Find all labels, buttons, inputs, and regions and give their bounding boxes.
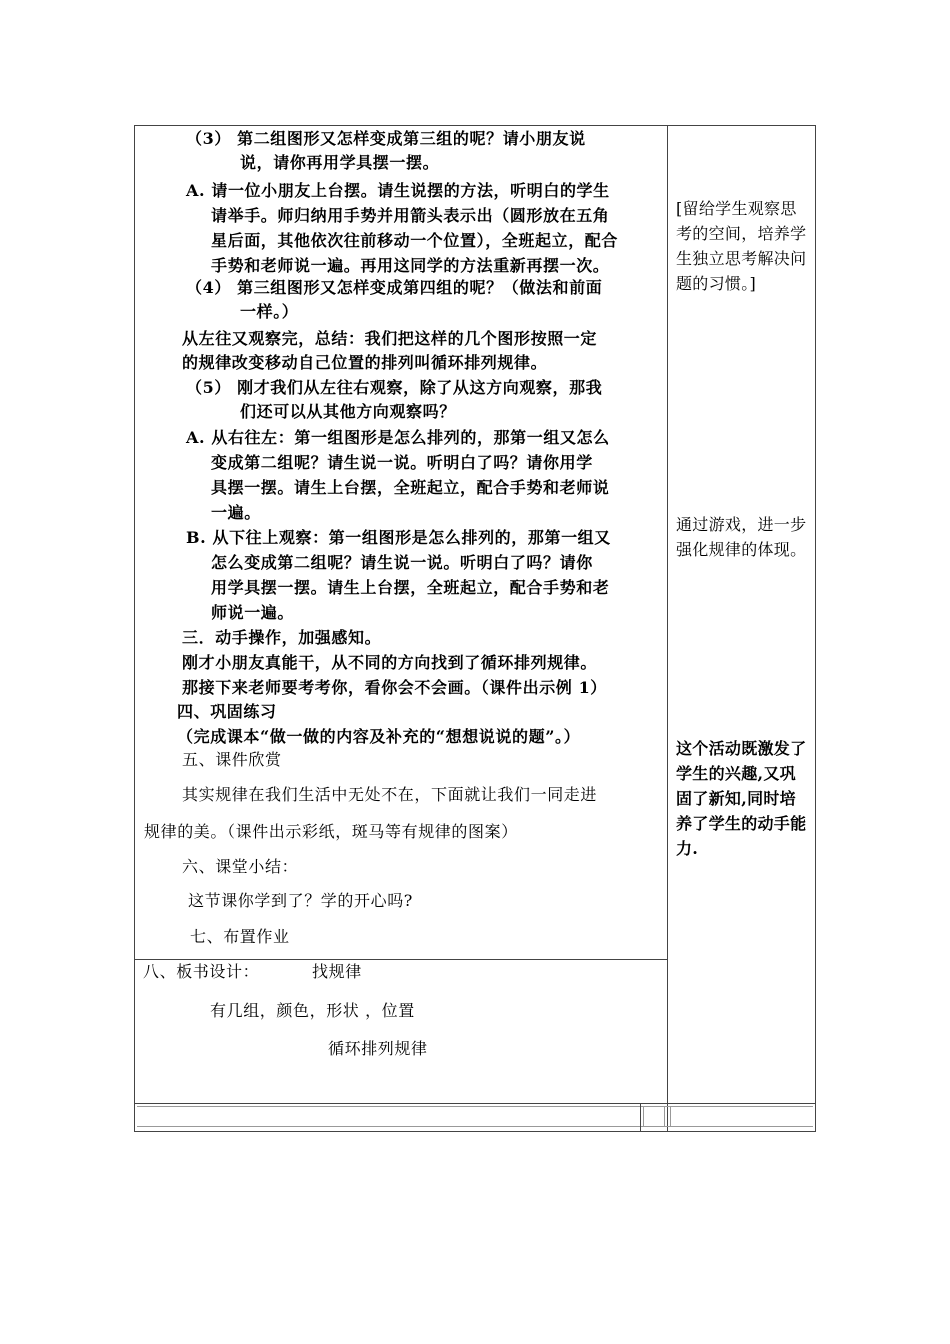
board-heading: 八、板书设计： <box>143 962 260 981</box>
step-4-line-1: （4） 第三组图形又怎样变成第四组的呢？（做法和前面 <box>186 278 603 297</box>
section-4-line: （完成课本“做一做的内容及补充的“想想说说的题”。） <box>177 727 581 746</box>
row-divider <box>134 959 667 960</box>
section-5-heading: 五、课件欣赏 <box>182 750 282 769</box>
step-3-line-2: 说，请你再用学具摆一摆。 <box>240 153 440 172</box>
step-a2-line-1: A. 从右往左：第一组图形是怎么排列的，那第一组又怎么 <box>186 428 610 447</box>
summary-line-1: 从左往又观察完，总结：我们把这样的几个图形按照一定 <box>182 329 598 348</box>
bottom-cell-divider-4 <box>670 1106 671 1126</box>
board-line-2: 循环排列规律 <box>328 1039 428 1058</box>
section-4-heading: 四、巩固练习 <box>177 702 277 721</box>
section-6-heading: 六、课堂小结： <box>182 857 299 876</box>
step-a2-line-3: 具摆一摆。请生上台摆，全班起立，配合手势和老师说 <box>211 478 610 497</box>
bottom-row-inner-top <box>137 1106 813 1107</box>
board-title: 找规律 <box>312 962 362 981</box>
section-7-heading: 七、布置作业 <box>190 927 290 946</box>
step-a2-line-2: 变成第二组呢？请生说一说。听明白了吗？请你用学 <box>211 453 593 472</box>
step-a1-line-4: 手势和老师说一遍。再用这同学的方法重新再摆一次。 <box>211 256 610 275</box>
step-b-line-1: B. 从下往上观察：第一组图形是怎么排列的，那第一组又 <box>186 528 611 547</box>
note-game: 通过游戏，进一步强化规律的体现。 <box>676 515 807 559</box>
step-b-line-3: 用学具摆一摆。请生上台摆，全班起立，配合手势和老 <box>211 578 610 597</box>
summary-line-2: 的规律改变移动自己位置的排列叫循环排列规律。 <box>182 353 548 372</box>
section-5-line-2: 规律的美。（课件出示彩纸，斑马等有规律的图案） <box>144 822 518 841</box>
step-b-line-4: 师说一遍。 <box>211 603 295 622</box>
section-3-heading: 三．动手操作，加强感知。 <box>182 628 382 647</box>
note-activity: 这个活动既激发了学生的兴趣,又巩固了新知,同时培养了学生的动手能力. <box>676 739 807 858</box>
note-observation: [留给学生观察思考的空间，培养学生独立思考解决问题的习惯。] <box>676 199 807 293</box>
section-6-line: 这节课你学到了？学的开心吗? <box>188 891 413 910</box>
section-5-line-1: 其实规律在我们生活中无处不在，下面就让我们一同走进 <box>182 785 598 804</box>
bottom-row-top <box>134 1103 816 1104</box>
step-a1-line-3: 星后面，其他依次往前移动一个位置），全班起立，配合 <box>211 231 619 250</box>
section-3-line-2: 那接下来老师要考考你，看你会不会画。（课件出示例 1） <box>182 678 607 697</box>
step-a2-line-4: 一遍。 <box>211 503 261 522</box>
section-3-line-1: 刚才小朋友真能干，从不同的方向找到了循环排列规律。 <box>182 653 598 672</box>
step-4-line-2: 一样。） <box>240 302 299 321</box>
column-divider <box>667 125 668 1132</box>
step-b-line-2: 怎么变成第二组呢？请生说一说。听明白了吗？请你 <box>211 553 593 572</box>
bottom-row-inner-bottom <box>137 1126 813 1127</box>
board-line-1: 有几组，颜色，形状 ，位置 <box>210 1001 415 1020</box>
bottom-cell-divider-1 <box>640 1103 641 1132</box>
step-a1-line-2: 请举手。师归纳用手势并用箭头表示出（圆形放在五角 <box>211 206 610 225</box>
step-5-line-2: 们还可以从其他方向观察吗？ <box>240 402 456 421</box>
bottom-cell-divider-3 <box>664 1106 665 1126</box>
step-3-line-1: （3） 第二组图形又怎样变成第三组的呢？请小朋友说 <box>186 129 586 148</box>
step-5-line-1: （5） 刚才我们从左往右观察，除了从这方向观察，那我 <box>186 378 603 397</box>
step-a1-line-1: A. 请一位小朋友上台摆。请生说摆的方法，听明白的学生 <box>186 181 610 200</box>
bottom-cell-divider-2 <box>643 1106 644 1126</box>
